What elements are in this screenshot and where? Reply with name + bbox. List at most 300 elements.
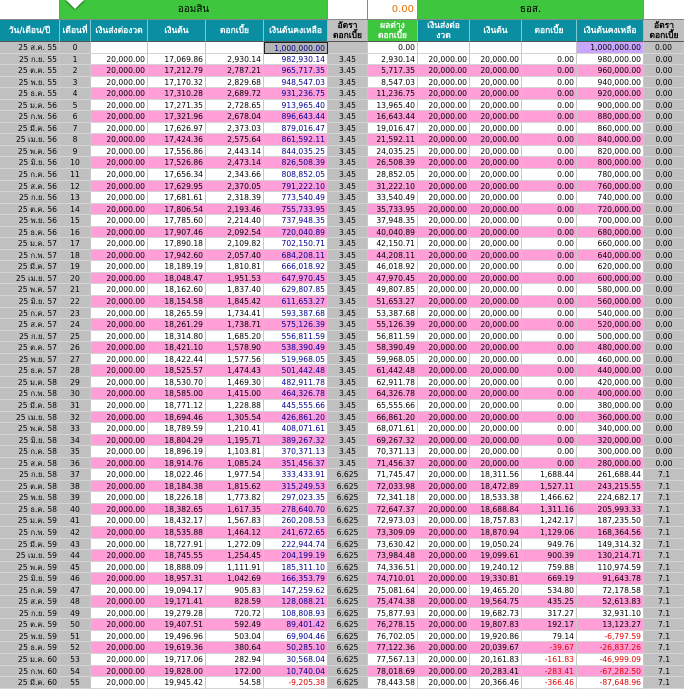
cell-principal1[interactable]: 17,321.96 — [148, 111, 206, 123]
cell-rate1[interactable]: 3.45 — [328, 423, 368, 435]
cell-month[interactable]: 21 — [60, 284, 91, 296]
cell-rate2[interactable]: 7.1 — [644, 481, 684, 493]
cell-rate1[interactable]: 3.45 — [328, 261, 368, 273]
cell-principal2[interactable]: 19,807.83 — [470, 619, 522, 631]
cell-rate1[interactable]: 3.45 — [328, 342, 368, 354]
cell-principal1[interactable]: 18,189.19 — [148, 261, 206, 273]
cell-month[interactable]: 7 — [60, 123, 91, 135]
cell-rate1[interactable]: 6.625 — [328, 550, 368, 562]
cell-date[interactable]: 25 พ.ค. 57 — [0, 284, 60, 296]
cell-pay1[interactable]: 20,000.00 — [91, 412, 148, 424]
cell-balance1[interactable]: 556,811.59 — [264, 331, 328, 343]
col-header-balance2[interactable]: เงินต้นคงเหลือ — [577, 20, 644, 42]
col-header-pay1[interactable]: เงินส่งต่องวด — [91, 20, 148, 42]
cell-pay2[interactable]: 20,000.00 — [418, 458, 470, 470]
cell-rate2[interactable]: 0.00 — [644, 342, 684, 354]
cell-pay2[interactable]: 20,000.00 — [418, 423, 470, 435]
cell-date[interactable]: 25 มี.ค. 59 — [0, 539, 60, 551]
cell-principal1[interactable]: 18,265.59 — [148, 308, 206, 320]
cell-date[interactable]: 25 ก.ค. 57 — [0, 308, 60, 320]
cell-principal2[interactable]: 20,000.00 — [470, 308, 522, 320]
cell-interest1[interactable]: 2,214.40 — [206, 215, 264, 227]
cell-pay1[interactable]: 20,000.00 — [91, 77, 148, 89]
cell-pay2[interactable]: 20,000.00 — [418, 504, 470, 516]
cell-interest2[interactable]: -39.67 — [522, 642, 577, 654]
cell-balance2[interactable]: 1,000,000.00 — [577, 42, 644, 54]
cell-rate2[interactable]: 0.00 — [644, 319, 684, 331]
cell-pay2[interactable]: 20,000.00 — [418, 492, 470, 504]
cell-interest1[interactable]: 503.04 — [206, 631, 264, 643]
cell-balance1[interactable]: 204,199.19 — [264, 550, 328, 562]
cell-principal2[interactable]: 20,000.00 — [470, 412, 522, 424]
cell-interest2[interactable]: 1,311.16 — [522, 504, 577, 516]
cell-principal1[interactable]: 18,432.17 — [148, 515, 206, 527]
cell-principal2[interactable]: 19,682.73 — [470, 608, 522, 620]
cell-month[interactable]: 18 — [60, 250, 91, 262]
cell-pay2[interactable]: 20,000.00 — [418, 54, 470, 66]
cell-pay2[interactable]: 20,000.00 — [418, 642, 470, 654]
cell-principal2[interactable]: 20,000.00 — [470, 111, 522, 123]
cell-date[interactable]: 25 มิ.ย. 58 — [0, 435, 60, 447]
col-header-balance1[interactable]: เงินต้นคงเหลือ — [264, 20, 328, 42]
cell-date[interactable]: 25 ม.ค. 56 — [0, 100, 60, 112]
cell-interest1[interactable]: 1,734.41 — [206, 308, 264, 320]
col-header-month[interactable]: เดือนที่ — [60, 20, 91, 42]
cell-balance1[interactable]: 773,540.49 — [264, 192, 328, 204]
cell-pay2[interactable]: 20,000.00 — [418, 446, 470, 458]
cell-rate2[interactable]: 0.00 — [644, 354, 684, 366]
cell-date[interactable]: 25 ธ.ค. 56 — [0, 227, 60, 239]
cell-date[interactable]: 25 ส.ค. 59 — [0, 596, 60, 608]
cell-diff[interactable]: 72,033.98 — [368, 481, 418, 493]
cell-principal2[interactable]: 20,000.00 — [470, 342, 522, 354]
cell-balance2[interactable]: 168,364.56 — [577, 527, 644, 539]
cell-rate2[interactable]: 0.00 — [644, 273, 684, 285]
cell-principal1[interactable]: 17,626.97 — [148, 123, 206, 135]
cell-pay2[interactable]: 20,000.00 — [418, 550, 470, 562]
cell-interest2[interactable]: 0.00 — [522, 169, 577, 181]
cell-rate2[interactable]: 0.00 — [644, 204, 684, 216]
cell-balance2[interactable]: 13,123.27 — [577, 619, 644, 631]
cell-interest2[interactable]: 1,688.44 — [522, 469, 577, 481]
cell-principal2[interactable]: 20,000.00 — [470, 435, 522, 447]
cell-pay1[interactable]: 20,000.00 — [91, 435, 148, 447]
cell-month[interactable]: 27 — [60, 354, 91, 366]
cell-date[interactable]: 25 ก.ย. 55 — [0, 54, 60, 66]
cell-rate2[interactable]: 0.00 — [644, 331, 684, 343]
cell-interest1[interactable]: 1,738.71 — [206, 319, 264, 331]
cell-balance2[interactable]: 460,000.00 — [577, 354, 644, 366]
cell-principal1[interactable]: 17,069.86 — [148, 54, 206, 66]
cell-diff[interactable]: 73,984.48 — [368, 550, 418, 562]
cell-month[interactable]: 12 — [60, 181, 91, 193]
cell-pay1[interactable]: 20,000.00 — [91, 642, 148, 654]
cell-interest1[interactable]: 1,773.82 — [206, 492, 264, 504]
cell-balance1[interactable]: 166,353.79 — [264, 573, 328, 585]
cell-principal1[interactable]: 19,094.17 — [148, 585, 206, 597]
cell-pay2[interactable]: 20,000.00 — [418, 631, 470, 643]
cell-interest2[interactable]: 0.00 — [522, 273, 577, 285]
cell-date[interactable]: 25 ก.ค. 58 — [0, 446, 60, 458]
cell-month[interactable]: 53 — [60, 654, 91, 666]
cell-diff[interactable]: 76,278.15 — [368, 619, 418, 631]
cell-balance1[interactable]: 30,568.04 — [264, 654, 328, 666]
cell-rate2[interactable]: 0.00 — [644, 100, 684, 112]
cell-pay1[interactable]: 20,000.00 — [91, 331, 148, 343]
cell-interest1[interactable] — [206, 42, 264, 54]
cell-date[interactable]: 25 ธ.ค. 55 — [0, 88, 60, 100]
cell-rate1[interactable]: 3.45 — [328, 111, 368, 123]
cell-balance1[interactable]: 755,733.95 — [264, 204, 328, 216]
cell-pay1[interactable]: 20,000.00 — [91, 204, 148, 216]
cell-balance1[interactable]: 965,717.35 — [264, 65, 328, 77]
cell-interest2[interactable]: 0.00 — [522, 157, 577, 169]
cell-month[interactable]: 50 — [60, 619, 91, 631]
cell-principal2[interactable]: 20,000.00 — [470, 250, 522, 262]
cell-pay2[interactable]: 20,000.00 — [418, 388, 470, 400]
cell-principal1[interactable]: 17,629.95 — [148, 181, 206, 193]
cell-rate2[interactable]: 0.00 — [644, 284, 684, 296]
cell-balance1[interactable]: 896,643.44 — [264, 111, 328, 123]
cell-principal2[interactable]: 20,000.00 — [470, 54, 522, 66]
cell-interest2[interactable]: 0.00 — [522, 423, 577, 435]
cell-month[interactable]: 9 — [60, 146, 91, 158]
cell-rate2[interactable]: 7.1 — [644, 469, 684, 481]
cell-interest2[interactable]: 1,129.06 — [522, 527, 577, 539]
cell-balance2[interactable]: 700,000.00 — [577, 215, 644, 227]
cell-diff[interactable]: 74,710.01 — [368, 573, 418, 585]
cell-interest2[interactable]: 0.00 — [522, 227, 577, 239]
cell-month[interactable]: 33 — [60, 423, 91, 435]
cell-rate1[interactable]: 6.625 — [328, 596, 368, 608]
cell-pay2[interactable]: 20,000.00 — [418, 100, 470, 112]
cell-interest2[interactable]: 949.76 — [522, 539, 577, 551]
cell-principal2[interactable]: 18,533.38 — [470, 492, 522, 504]
cell-principal1[interactable]: 18,530.70 — [148, 377, 206, 389]
cell-balance2[interactable]: 380,000.00 — [577, 400, 644, 412]
cell-balance2[interactable]: 840,000.00 — [577, 134, 644, 146]
cell-interest2[interactable]: 0.00 — [522, 238, 577, 250]
cell-pay1[interactable]: 20,000.00 — [91, 157, 148, 169]
cell-pay1[interactable]: 20,000.00 — [91, 585, 148, 597]
cell-rate1[interactable]: 3.45 — [328, 377, 368, 389]
cell-month[interactable]: 44 — [60, 550, 91, 562]
cell-month[interactable]: 36 — [60, 458, 91, 470]
cell-interest2[interactable]: 0.00 — [522, 204, 577, 216]
cell-principal1[interactable]: 17,310.28 — [148, 88, 206, 100]
cell-month[interactable]: 32 — [60, 412, 91, 424]
cell-rate2[interactable]: 7.1 — [644, 539, 684, 551]
cell-pay1[interactable]: 20,000.00 — [91, 573, 148, 585]
col-header-interest2[interactable]: ดอกเบี้ย — [522, 20, 577, 42]
cell-balance2[interactable]: -26,837.26 — [577, 642, 644, 654]
cell-balance2[interactable]: 480,000.00 — [577, 342, 644, 354]
cell-pay2[interactable]: 20,000.00 — [418, 573, 470, 585]
cell-balance1[interactable]: 826,508.39 — [264, 157, 328, 169]
cell-diff[interactable]: 70,371.13 — [368, 446, 418, 458]
cell-balance2[interactable]: 860,000.00 — [577, 123, 644, 135]
cell-principal1[interactable]: 19,171.41 — [148, 596, 206, 608]
cell-month[interactable]: 38 — [60, 481, 91, 493]
cell-pay1[interactable]: 20,000.00 — [91, 308, 148, 320]
cell-principal2[interactable] — [470, 42, 522, 54]
cell-month[interactable]: 55 — [60, 677, 91, 689]
cell-month[interactable]: 42 — [60, 527, 91, 539]
cell-pay2[interactable]: 20,000.00 — [418, 365, 470, 377]
cell-interest1[interactable]: 1,103.81 — [206, 446, 264, 458]
cell-interest1[interactable]: 1,474.43 — [206, 365, 264, 377]
cell-balance2[interactable]: 560,000.00 — [577, 296, 644, 308]
cell-interest1[interactable]: 2,575.64 — [206, 134, 264, 146]
cell-principal1[interactable]: 18,422.44 — [148, 354, 206, 366]
cell-interest1[interactable]: 1,567.83 — [206, 515, 264, 527]
cell-balance1[interactable]: 982,930.14 — [264, 54, 328, 66]
cell-balance1[interactable]: 445,555.66 — [264, 400, 328, 412]
cell-balance1[interactable]: 913,965.40 — [264, 100, 328, 112]
cell-interest1[interactable]: 2,092.54 — [206, 227, 264, 239]
cell-balance1[interactable]: 370,371.13 — [264, 446, 328, 458]
cell-rate2[interactable]: 0.00 — [644, 134, 684, 146]
cell-balance1[interactable]: 808,852.05 — [264, 169, 328, 181]
cell-pay1[interactable]: 20,000.00 — [91, 654, 148, 666]
cell-rate1[interactable]: 3.45 — [328, 181, 368, 193]
cell-month[interactable]: 37 — [60, 469, 91, 481]
cell-balance1-selected[interactable]: 1,000,000.00 — [264, 42, 328, 54]
cell-diff[interactable]: 78,443.58 — [368, 677, 418, 689]
cell-principal2[interactable]: 20,000.00 — [470, 134, 522, 146]
cell-diff[interactable]: 53,387.68 — [368, 308, 418, 320]
cell-interest1[interactable]: 2,343.66 — [206, 169, 264, 181]
cell-principal2[interactable]: 20,000.00 — [470, 238, 522, 250]
cell-interest2[interactable]: 1,242.17 — [522, 515, 577, 527]
cell-rate2[interactable]: 0.00 — [644, 238, 684, 250]
cell-date[interactable]: 25 ส.ค. 58 — [0, 458, 60, 470]
cell-balance2[interactable]: 243,215.55 — [577, 481, 644, 493]
cell-rate1[interactable]: 3.45 — [328, 446, 368, 458]
cell-diff[interactable]: 8,547.03 — [368, 77, 418, 89]
cell-month[interactable]: 14 — [60, 204, 91, 216]
cell-balance2[interactable]: 620,000.00 — [577, 261, 644, 273]
cell-date[interactable]: 25 ธ.ค. 58 — [0, 504, 60, 516]
cell-balance1[interactable]: 501,442.48 — [264, 365, 328, 377]
cell-pay1[interactable]: 20,000.00 — [91, 469, 148, 481]
cell-diff[interactable]: 16,643.44 — [368, 111, 418, 123]
cell-interest2[interactable]: 900.39 — [522, 550, 577, 562]
cell-month[interactable]: 5 — [60, 100, 91, 112]
cell-principal2[interactable]: 20,000.00 — [470, 377, 522, 389]
cell-rate2[interactable]: 0.00 — [644, 227, 684, 239]
cell-rate1[interactable]: 3.45 — [328, 354, 368, 366]
cell-balance2[interactable]: 149,314.32 — [577, 539, 644, 551]
cell-pay1[interactable]: 20,000.00 — [91, 608, 148, 620]
cell-principal1[interactable]: 18,535.88 — [148, 527, 206, 539]
cell-rate2[interactable]: 7.1 — [644, 492, 684, 504]
cell-principal2[interactable]: 19,240.12 — [470, 562, 522, 574]
cell-principal1[interactable]: 18,745.55 — [148, 550, 206, 562]
cell-balance2[interactable]: 320,000.00 — [577, 435, 644, 447]
cell-rate2[interactable]: 0.00 — [644, 435, 684, 447]
cell-date[interactable]: 25 พ.ย. 56 — [0, 215, 60, 227]
cell-pay1[interactable]: 20,000.00 — [91, 365, 148, 377]
cell-diff[interactable]: 71,456.37 — [368, 458, 418, 470]
cell-principal2[interactable]: 20,000.00 — [470, 192, 522, 204]
cell-balance1[interactable]: 333,433.91 — [264, 469, 328, 481]
cell-date[interactable]: 25 มี.ค. 57 — [0, 261, 60, 273]
cell-pay1[interactable]: 20,000.00 — [91, 134, 148, 146]
cell-principal1[interactable]: 17,656.34 — [148, 169, 206, 181]
cell-pay1[interactable]: 20,000.00 — [91, 88, 148, 100]
cell-rate2[interactable]: 0.00 — [644, 181, 684, 193]
cell-pay1[interactable]: 20,000.00 — [91, 619, 148, 631]
cell-balance1[interactable]: -9,205.38 — [264, 677, 328, 689]
cell-date[interactable]: 25 ม.ค. 60 — [0, 654, 60, 666]
cell-interest2[interactable]: 0.00 — [522, 261, 577, 273]
cell-month[interactable]: 22 — [60, 296, 91, 308]
cell-interest1[interactable]: 1,228.88 — [206, 400, 264, 412]
cell-interest2[interactable]: 0.00 — [522, 134, 577, 146]
cell-balance1[interactable]: 931,236.75 — [264, 88, 328, 100]
cell-rate1[interactable]: 6.625 — [328, 677, 368, 689]
cell-interest2[interactable]: 0.00 — [522, 146, 577, 158]
cell-rate1[interactable]: 3.45 — [328, 157, 368, 169]
cell-interest1[interactable]: 380.64 — [206, 642, 264, 654]
cell-rate2[interactable]: 7.1 — [644, 562, 684, 574]
cell-month[interactable]: 35 — [60, 446, 91, 458]
cell-pay1[interactable]: 20,000.00 — [91, 458, 148, 470]
cell-balance2[interactable]: 280,000.00 — [577, 458, 644, 470]
cell-diff[interactable]: 69,267.32 — [368, 435, 418, 447]
cell-balance1[interactable]: 128,088.21 — [264, 596, 328, 608]
cell-interest2[interactable]: -161.83 — [522, 654, 577, 666]
cell-pay2[interactable]: 20,000.00 — [418, 619, 470, 631]
cell-rate2[interactable]: 0.00 — [644, 412, 684, 424]
cell-balance1[interactable]: 297,023.35 — [264, 492, 328, 504]
cell-date[interactable]: 25 ก.พ. 60 — [0, 666, 60, 678]
cell-pay2[interactable]: 20,000.00 — [418, 481, 470, 493]
cell-interest1[interactable]: 828.59 — [206, 596, 264, 608]
cell-pay1[interactable]: 20,000.00 — [91, 446, 148, 458]
cell-pay1[interactable]: 20,000.00 — [91, 65, 148, 77]
cell-rate2[interactable]: 0.00 — [644, 458, 684, 470]
cell-pay1[interactable]: 20,000.00 — [91, 284, 148, 296]
cell-rate1[interactable]: 3.45 — [328, 204, 368, 216]
cell-balance2[interactable]: 640,000.00 — [577, 250, 644, 262]
cell-date[interactable]: 25 ธ.ค. 57 — [0, 365, 60, 377]
cell-principal1[interactable]: 18,585.00 — [148, 388, 206, 400]
cell-rate1[interactable]: 3.45 — [328, 134, 368, 146]
cell-rate1[interactable]: 3.45 — [328, 100, 368, 112]
cell-balance1[interactable]: 879,016.47 — [264, 123, 328, 135]
cell-interest1[interactable]: 1,951.53 — [206, 273, 264, 285]
cell-rate2[interactable]: 7.1 — [644, 515, 684, 527]
cell-balance2[interactable]: 52,613.83 — [577, 596, 644, 608]
cell-date[interactable]: 25 ก.พ. 56 — [0, 111, 60, 123]
cell-month[interactable]: 11 — [60, 169, 91, 181]
cell-diff[interactable]: 11,236.75 — [368, 88, 418, 100]
cell-principal1[interactable]: 17,785.60 — [148, 215, 206, 227]
cell-diff[interactable]: 73,309.09 — [368, 527, 418, 539]
cell-pay2[interactable]: 20,000.00 — [418, 654, 470, 666]
cell-month[interactable]: 2 — [60, 65, 91, 77]
cell-diff[interactable]: 78,018.69 — [368, 666, 418, 678]
cell-principal1[interactable]: 18,896.19 — [148, 446, 206, 458]
cell-rate2[interactable]: 7.1 — [644, 573, 684, 585]
col-header-date[interactable]: วัน/เดือน/ปี — [0, 20, 60, 42]
cell-interest1[interactable]: 1,977.54 — [206, 469, 264, 481]
cell-pay2[interactable]: 20,000.00 — [418, 539, 470, 551]
cell-interest1[interactable]: 2,057.40 — [206, 250, 264, 262]
cell-month[interactable]: 16 — [60, 227, 91, 239]
cell-principal1[interactable]: 19,828.00 — [148, 666, 206, 678]
cell-date[interactable]: 25 ต.ค. 56 — [0, 204, 60, 216]
col-header-diff[interactable]: ผลต่าง ดอกเบี้ย — [368, 20, 418, 42]
cell-principal1[interactable]: 18,154.58 — [148, 296, 206, 308]
cell-date[interactable]: 25 ก.ย. 58 — [0, 469, 60, 481]
cell-balance1[interactable]: 315,249.53 — [264, 481, 328, 493]
cell-interest1[interactable]: 1,578.90 — [206, 342, 264, 354]
cell-rate1[interactable]: 6.625 — [328, 642, 368, 654]
cell-interest2[interactable]: 0.00 — [522, 123, 577, 135]
cell-principal1[interactable]: 19,619.36 — [148, 642, 206, 654]
cell-interest1[interactable]: 592.49 — [206, 619, 264, 631]
cell-pay2[interactable]: 20,000.00 — [418, 608, 470, 620]
cell-date[interactable]: 25 ก.ค. 56 — [0, 169, 60, 181]
cell-rate1[interactable]: 6.625 — [328, 608, 368, 620]
cell-rate1[interactable]: 3.45 — [328, 169, 368, 181]
cell-principal1[interactable]: 17,212.79 — [148, 65, 206, 77]
cell-pay2[interactable]: 20,000.00 — [418, 261, 470, 273]
cell-date[interactable]: 25 ก.ย. 56 — [0, 192, 60, 204]
cell-date[interactable]: 25 ม.ค. 57 — [0, 238, 60, 250]
cell-pay2[interactable]: 20,000.00 — [418, 181, 470, 193]
cell-rate1[interactable]: 6.625 — [328, 654, 368, 666]
cell-rate2[interactable]: 0.00 — [644, 65, 684, 77]
cell-pay1[interactable]: 20,000.00 — [91, 261, 148, 273]
cell-principal2[interactable]: 19,330.81 — [470, 573, 522, 585]
cell-principal2[interactable]: 20,000.00 — [470, 215, 522, 227]
cell-balance2[interactable]: 400,000.00 — [577, 388, 644, 400]
cell-principal2[interactable]: 19,920.86 — [470, 631, 522, 643]
cell-pay2[interactable]: 20,000.00 — [418, 308, 470, 320]
cell-month[interactable]: 51 — [60, 631, 91, 643]
cell-pay2[interactable]: 20,000.00 — [418, 250, 470, 262]
cell-pay1[interactable]: 20,000.00 — [91, 492, 148, 504]
cell-diff[interactable]: 5,717.35 — [368, 65, 418, 77]
cell-balance1[interactable]: 519,968.05 — [264, 354, 328, 366]
cell-date[interactable]: 25 ต.ค. 59 — [0, 619, 60, 631]
cell-interest2[interactable]: 0.00 — [522, 319, 577, 331]
cell-month[interactable]: 41 — [60, 515, 91, 527]
cell-principal2[interactable]: 20,283.41 — [470, 666, 522, 678]
cell-principal1[interactable]: 18,888.09 — [148, 562, 206, 574]
cell-principal2[interactable]: 20,000.00 — [470, 319, 522, 331]
cell-pay1[interactable]: 20,000.00 — [91, 296, 148, 308]
cell-principal1[interactable]: 18,162.60 — [148, 284, 206, 296]
cell-balance1[interactable]: 426,861.20 — [264, 412, 328, 424]
cell-principal2[interactable]: 20,000.00 — [470, 157, 522, 169]
cell-date[interactable]: 25 ต.ค. 55 — [0, 65, 60, 77]
cell-balance1[interactable]: 629,807.85 — [264, 284, 328, 296]
cell-pay2[interactable]: 20,000.00 — [418, 284, 470, 296]
cell-interest1[interactable]: 2,787.21 — [206, 65, 264, 77]
cell-principal2[interactable]: 20,000.00 — [470, 123, 522, 135]
cell-rate1[interactable]: 6.625 — [328, 504, 368, 516]
cell-diff[interactable]: 35,733.95 — [368, 204, 418, 216]
cell-balance1[interactable]: 351,456.37 — [264, 458, 328, 470]
cell-pay2[interactable]: 20,000.00 — [418, 412, 470, 424]
cell-balance1[interactable]: 844,035.25 — [264, 146, 328, 158]
cell-principal2[interactable]: 20,000.00 — [470, 100, 522, 112]
